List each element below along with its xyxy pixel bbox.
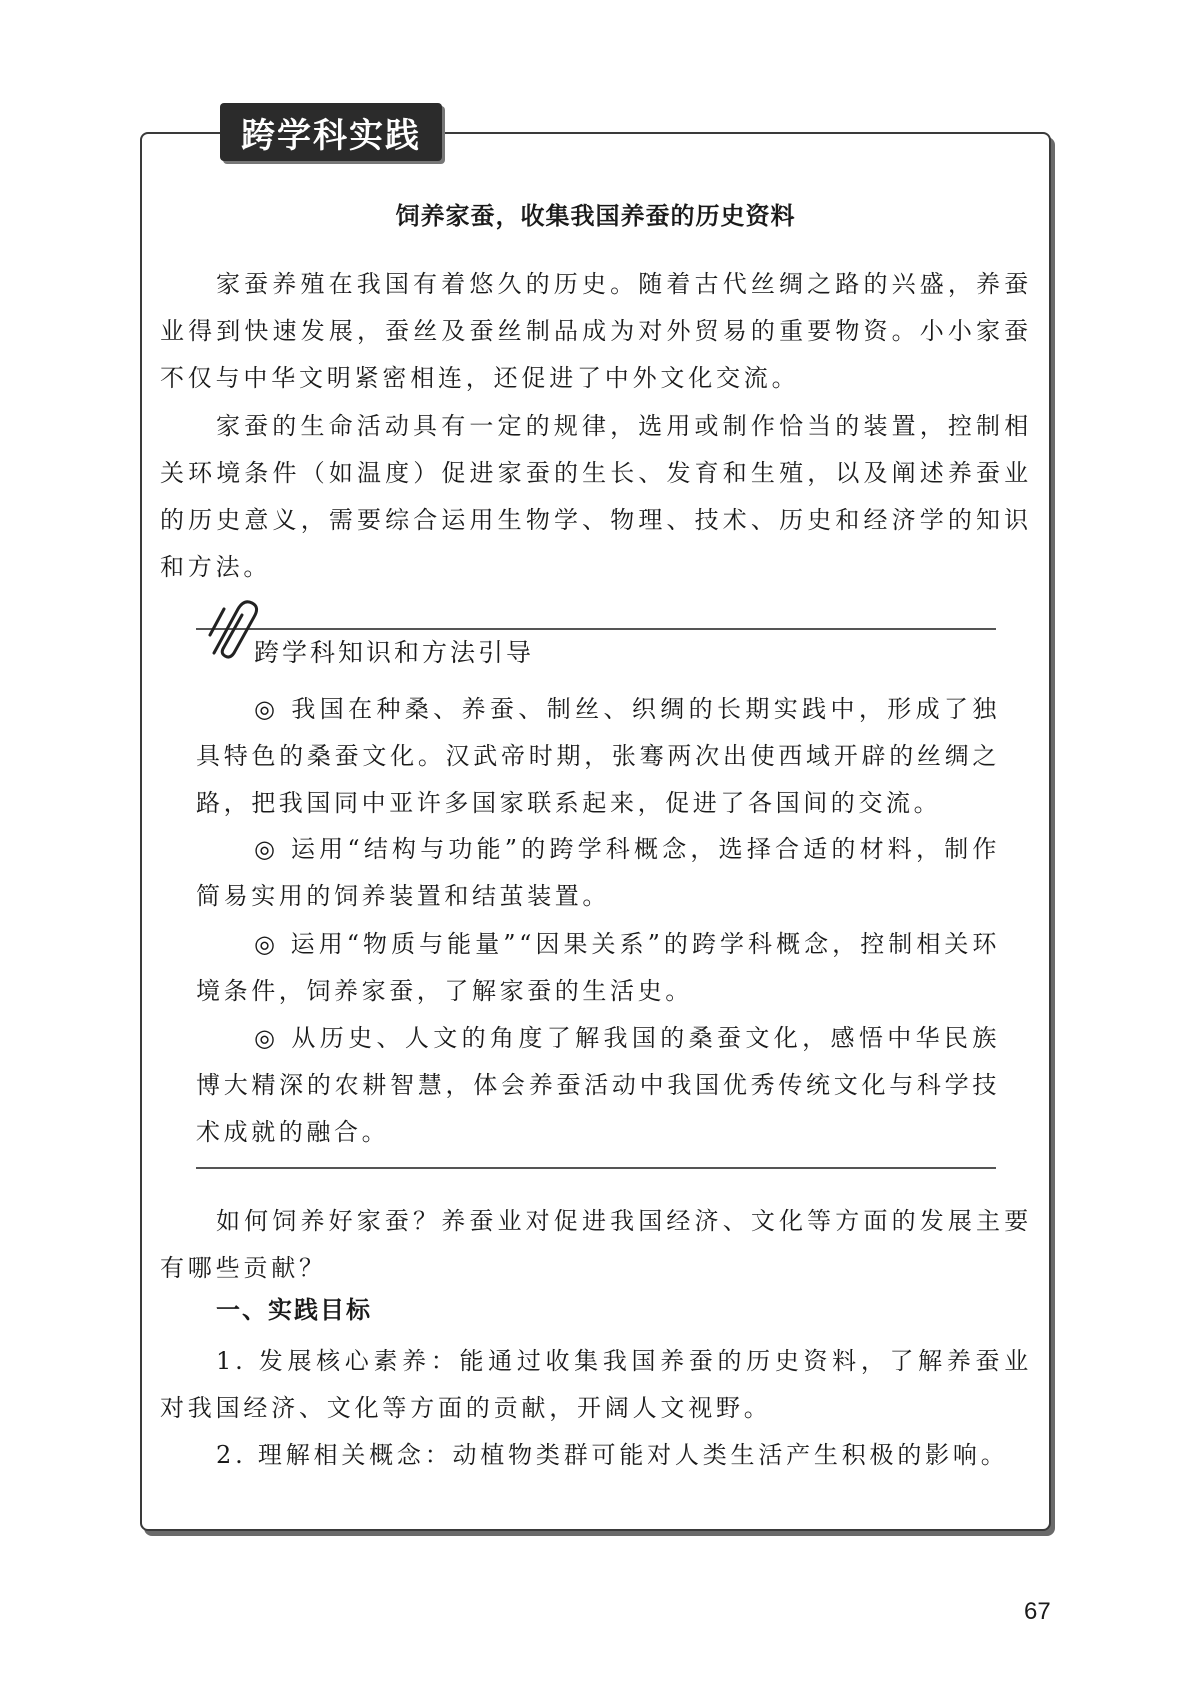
question-paragraph: 如何饲养好家蚕？养蚕业对促进我国经济、文化等方面的发展主要有哪些贡献？ <box>160 1207 1032 1282</box>
section-tab: 跨学科实践 <box>220 103 442 161</box>
guidance-top-rule <box>196 628 996 630</box>
section-heading: 一、实践目标 <box>216 1296 372 1324</box>
intro-paragraph-1: 家蚕养殖在我国有着悠久的历史。随着古代丝绸之路的兴盛，养蚕业得到快速发展，蚕丝及蚕丝制品成为对外贸易的重要物资。小小家蚕不仅与中华文明紧密相连，还促进了中外文化交流。 <box>160 270 1032 392</box>
page-number: 67 <box>1024 1598 1051 1625</box>
guidance-item: ◎ 运用“物质与能量”“因果关系”的跨学科概念，控制相关环境条件，饲养家蚕，了解家蚕的生活史。 <box>196 930 1000 1005</box>
guidance-item: ◎ 运用“结构与功能”的跨学科概念，选择合适的材料，制作简易实用的饲养装置和结茧装置。 <box>196 835 1000 910</box>
guidance-heading: 跨学科知识和方法引导 <box>254 638 535 667</box>
intro-paragraph-2: 家蚕的生命活动具有一定的规律，选用或制作恰当的装置，控制相关环境条件（如温度）促进家蚕的生长、发育和生殖，以及阐述养蚕业的历史意义，需要综合运用生物学、物理、技术、历史和经济学的知识和方法。 <box>160 412 1032 581</box>
page-title: 饲养家蚕，收集我国养蚕的历史资料 <box>395 202 796 230</box>
guidance-item: ◎ 我国在种桑、养蚕、制丝、织绸的长期实践中，形成了独具特色的桑蚕文化。汉武帝时期，张骞两次出使西域开辟的丝绸之路，把我国同中亚许多国家联系起来，促进了各国间的交流。 <box>196 695 1000 817</box>
guidance-item: ◎ 从历史、人文的角度了解我国的桑蚕文化，感悟中华民族博大精深的农耕智慧，体会养蚕活动中我国优秀传统文化与科学技术成就的融合。 <box>196 1024 1000 1146</box>
goal-item: 2. 理解相关概念：动植物类群可能对人类生活产生积极的影响。 <box>216 1441 1009 1469</box>
goal-item: 1. 发展核心素养：能通过收集我国养蚕的历史资料，了解养蚕业对我国经济、文化等方面的贡献，开阔人文视野。 <box>160 1347 1032 1422</box>
guidance-bottom-rule <box>196 1167 996 1169</box>
